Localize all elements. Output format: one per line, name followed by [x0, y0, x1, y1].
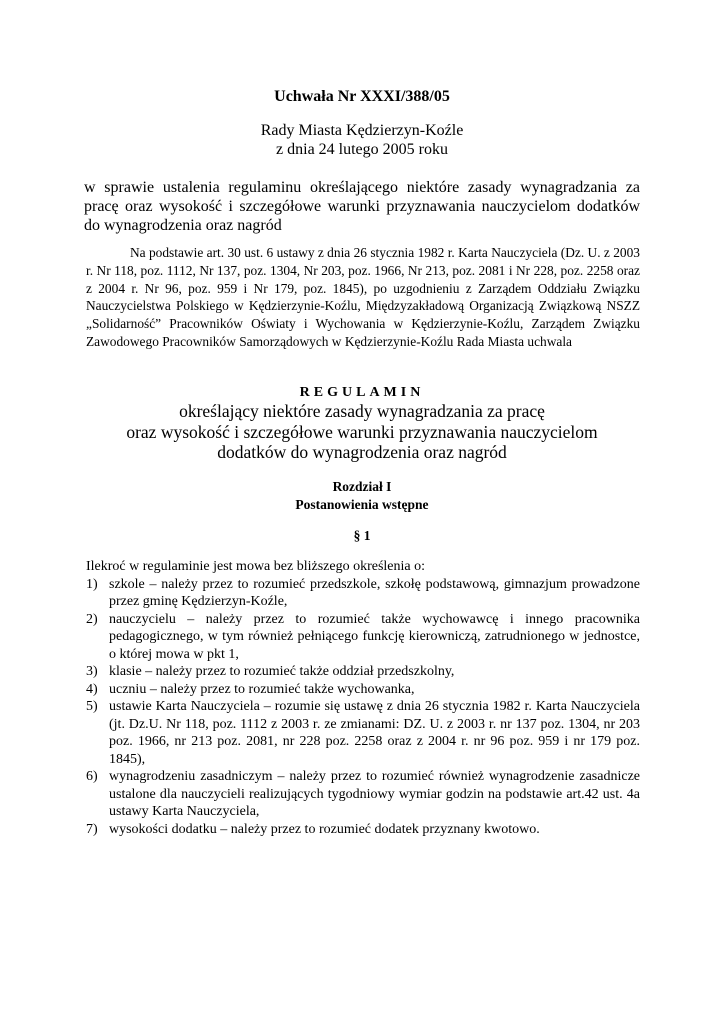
list-item-text: wynagrodzeniu zasadniczym – należy przez to rozumieć również wynagrodzenie zasadnicze ustalone dla nauczycieli realizujących tygodniowy wymiar godzin na podstawie art.42 ust. 4a ustawy Karta Nauczyciela, — [109, 769, 640, 819]
list-item — [86, 821, 640, 839]
list-item-text: nauczycielu – należy przez to rozumieć także wychowawcę i innego pracownika pedagogicznego, w tym również pełniącego funkcję kierowniczą, zatrudnionego w jednostce, o której mowa w pkt 1, — [109, 611, 640, 662]
list-item-text: uczniu – należy przez to rozumieć także wychowanka, — [109, 681, 415, 697]
definitions-section — [86, 558, 640, 838]
list-item — [86, 663, 640, 681]
chapter-number: Rozdział I — [332, 479, 392, 494]
legal-basis: Na podstawie art. 30 ust. 6 ustawy z dnia 26 stycznia 1982 r. Karta Nauczyciela (Dz. U. z 2003 r. Nr 118, poz. 1112, Nr 137, poz. 1304, Nr 203, poz. 1966, Nr 213, poz. 2081 i Nr 228, poz. 2258 oraz z 2004 r. Nr 96, poz. 959 i Nr 179, poz. 1845), po uzgodnieniu z Zarządem Oddziału Związku Nauczycielstwa Polskiego w Kędzierzynie-Koźlu, Międzyzakładową Organizacją Związkową NSZZ „Solidarność” Pracowników Oświaty i Wychowania w Kędzierzynie-Koźlu, Zarządem Związku Zawodowego Pracowników Samorządowych w Kędzierzynie-Koźlu Rada Miasta uchwala — [86, 245, 640, 349]
definitions-list — [86, 576, 640, 839]
resolution-title: Uchwała Nr XXXI/388/05 — [274, 88, 450, 105]
list-item — [86, 768, 640, 821]
resolution-subject: w sprawie ustalenia regulaminu określającego niektóre zasady wynagradzania za pracę oraz wysokość i szczegółowe warunki przyznawania nauczycielom dodatków do wynagrodzenia oraz nagród — [84, 179, 640, 234]
list-item-text: ustawie Karta Nauczyciela – rozumie się ustawę z dnia 26 stycznia 1982 r. Karta Nauczyciela (jt. Dz.U. Nr 118, poz. 1112 z 2003 r. ze zmianami: DZ. U. z 2003 r. nr 137 poz. 1304, nr 203 poz. 1966, nr 213 poz. 2081, nr 228 poz. 2258 oraz z 2004 r. nr 96 poz. 959 i nr 179 poz. 1845), — [109, 699, 640, 767]
list-item-number: 6) — [86, 769, 98, 784]
list-item-text: wysokości dodatku – należy przez to rozumieć dodatek przyznany kwotowo. — [109, 821, 540, 837]
list-item-number: 3) — [86, 664, 98, 679]
list-item-text: klasie – należy przez to rozumieć także oddział przedszkolny, — [109, 664, 455, 679]
regulation-subtitle-line: dodatków do wynagrodzenia oraz nagród — [217, 442, 507, 462]
regulation-subtitle — [0, 401, 724, 463]
resolution-date: z dnia 24 lutego 2005 roku — [276, 141, 448, 158]
chapter-title: Postanowienia wstępne — [295, 497, 429, 512]
list-item-number: 7) — [86, 821, 98, 837]
council-block — [0, 121, 724, 159]
list-item-number: 4) — [86, 681, 98, 697]
list-item — [86, 611, 640, 664]
list-item-number: 1) — [86, 576, 98, 592]
council-name: Rady Miasta Kędzierzyn-Koźle — [260, 122, 464, 139]
list-item-text: szkole – należy przez to rozumieć przedszkole, szkołę podstawową, gimnazjum prowadzone przez gminę Kędzierzyn-Koźle, — [109, 576, 640, 609]
paragraph-mark: § 1 — [353, 528, 371, 543]
list-item-number: 2) — [86, 611, 98, 627]
definitions-intro: Ilekroć w regulaminie jest mowa bez bliższego określenia o: — [86, 559, 425, 574]
regulation-subtitle-line: oraz wysokość i szczegółowe warunki przyznawania nauczycielom — [126, 421, 598, 442]
regulation-subtitle-line: określający niektóre zasady wynagradzania za pracę — [179, 401, 545, 421]
list-item — [86, 698, 640, 768]
chapter-heading — [0, 478, 724, 514]
list-item-number: 5) — [86, 699, 98, 714]
list-item — [86, 576, 640, 611]
regulation-heading: REGULAMIN — [299, 385, 425, 400]
list-item — [86, 681, 640, 699]
